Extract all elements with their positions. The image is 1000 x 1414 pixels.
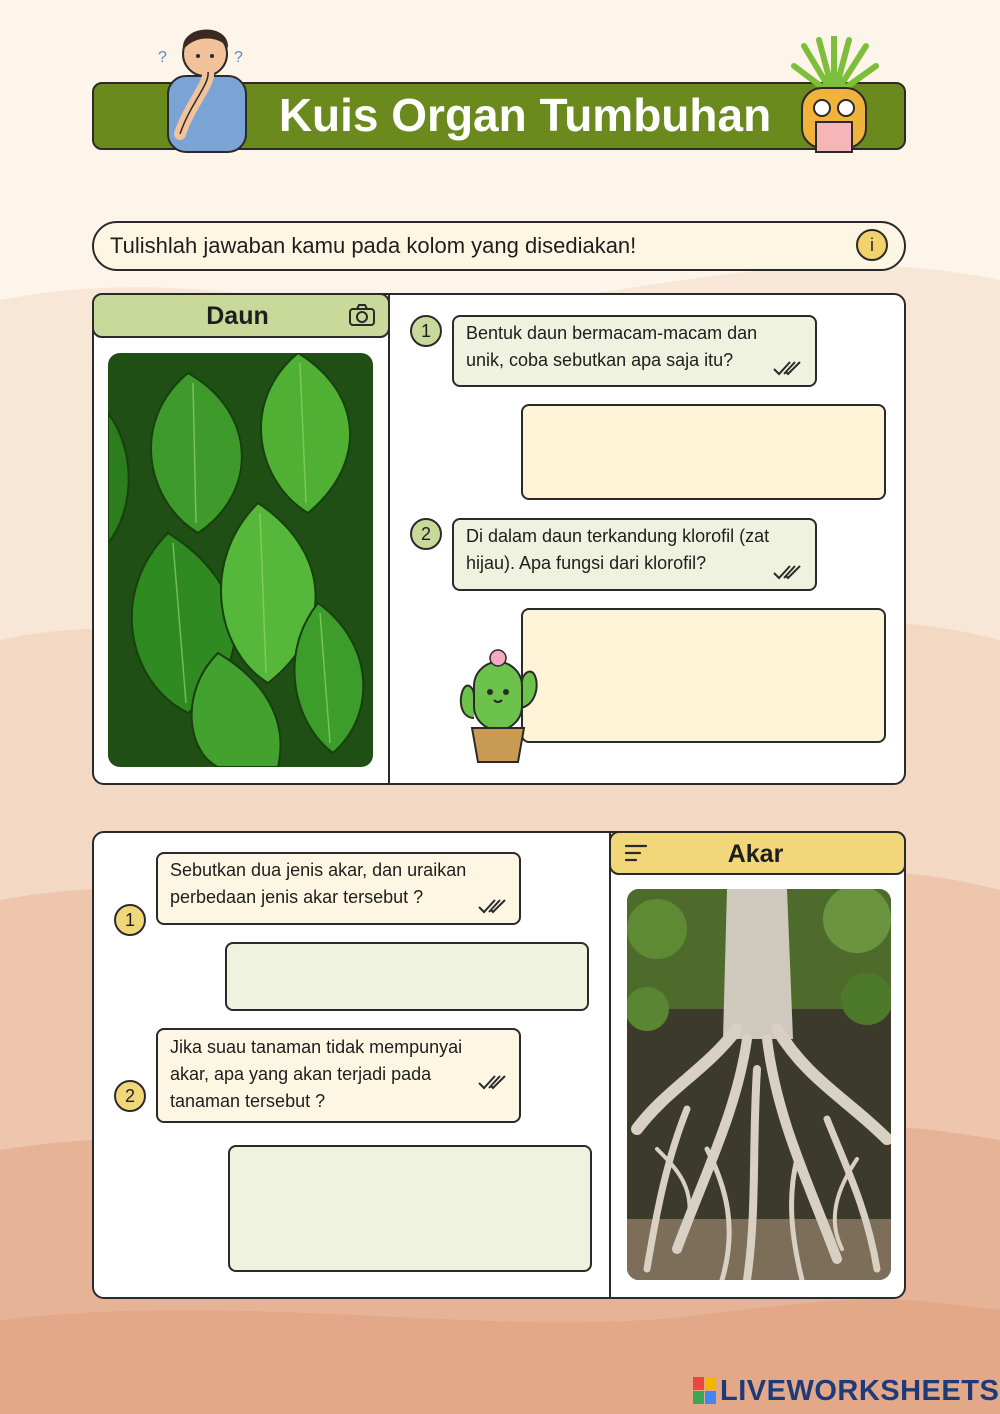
question-number-badge: 2 xyxy=(114,1080,146,1112)
question-number-badge: 2 xyxy=(410,518,442,550)
akar-answer-1-field[interactable] xyxy=(225,942,589,1011)
akar-question-1-text: Sebutkan dua jenis akar, dan uraikan perbedaan jenis akar tersebut ? xyxy=(170,860,467,907)
double-check-icon xyxy=(772,563,804,581)
svg-text:?: ? xyxy=(234,49,243,66)
thinking-boy-illustration xyxy=(150,14,260,154)
root-photo xyxy=(627,889,891,1280)
camera-icon xyxy=(348,303,376,327)
liveworksheets-brand[interactable]: LIVEWORKSHEETS xyxy=(720,1375,1000,1407)
akar-tab-label: Akar xyxy=(727,840,784,868)
plant-mascot-illustration xyxy=(784,36,884,156)
info-icon[interactable]: i xyxy=(856,229,888,261)
daun-divider xyxy=(388,295,390,783)
menu-icon xyxy=(624,843,648,863)
page-title: Kuis Organ Tumbuhan xyxy=(278,89,772,141)
leaf-photo xyxy=(108,353,373,767)
cactus-illustration xyxy=(452,648,544,766)
question-number-badge: 1 xyxy=(410,315,442,347)
akar-answer-2-field[interactable] xyxy=(228,1145,592,1272)
daun-tab-label: Daun xyxy=(206,302,269,330)
question-number-badge: 1 xyxy=(114,904,146,936)
daun-question-2-text: Di dalam daun terkandung klorofil (zat hijau). Apa fungsi dari klorofil? xyxy=(466,526,770,573)
akar-question-2-text: Jika suau tanaman tidak mempunyai akar, apa yang akan terjadi pada tanaman tersebut ? xyxy=(170,1037,463,1111)
akar-divider xyxy=(609,833,611,1297)
double-check-icon xyxy=(477,897,509,915)
daun-answer-2-field[interactable] xyxy=(521,608,886,743)
instruction-text: Tulishlah jawaban kamu pada kolom yang disediakan! xyxy=(110,233,637,258)
daun-question-1-text: Bentuk daun bermacam-macam dan unik, coba sebutkan apa saja itu? xyxy=(466,323,758,370)
double-check-icon xyxy=(477,1073,509,1091)
liveworksheets-logo-icon xyxy=(693,1377,717,1405)
svg-text:?: ? xyxy=(158,49,167,66)
daun-answer-1-field[interactable] xyxy=(521,404,886,500)
double-check-icon xyxy=(772,359,804,377)
